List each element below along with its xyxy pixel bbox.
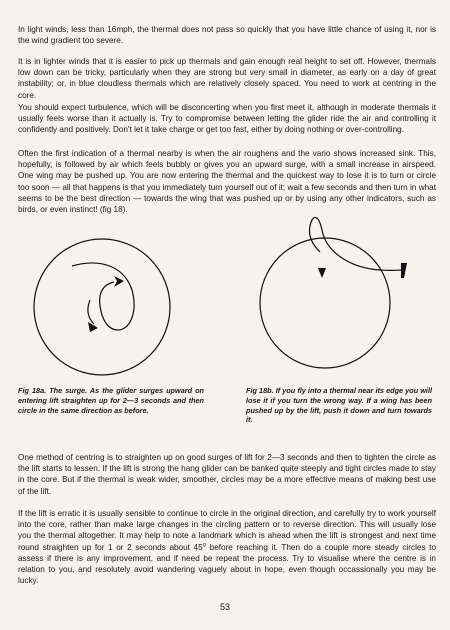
fig18a-caption: Fig 18a. The surge. As the glider surges upward on entering lift straighten up for 2—3 seconds and then circle in the same direction as before. [18,386,204,415]
paragraph-first-indication: Often the first indication of a thermal nearby is when the air roughens and the vario shows increased sink. This, hopefully, is followed by air which feels bubbly or gives you an upward surge, with a small increase in airspeed. One wing may be pushed up. You are now entering the thermal and the quickest way to lose it is to turn or circle too soon — all that happens is that you immediately turn yourself out of it; wait a few seconds and then turn in what seems to be the best direction — towards the wing that was pushed up or by using any other indicators, such as birds, or even instinct! (fig 18). [18,149,436,215]
erratic-lift-text: If the lift is erratic it is usually sensible to continue to circle in the original direction, and carefully try to work yourself into the core, rather than make large changes in the circling pattern or to reverse direction. This will usually lose you the thermal altogether. It may help to note a landmark which is ahead when the lift is strongest and next time round straighten up for 1 or 2 seconds about 45 [18,509,436,552]
fig18a-thermal-circle [34,239,170,375]
paragraph-erratic-lift [18,508,436,586]
fig18b-arrow-head [318,268,326,278]
paragraph-lighter-winds: It is in lighter winds that it is easier to pick up thermals and gain enough real height to set off. However, thermals low down can be tricky, particularly when they are strong but very small in diameter, as early on a day of great instability; or, in blue cloudless thermals which are relatively closely spaced. You need to work at centring in the core. [18,57,436,100]
paragraph-centring-method: One method of centring is to straighten up on good surges of lift for 2—3 seconds and then to tighten the circle as the lift starts to lessen. If the lift is strong the hang glider can be banked quite steeply and tight circles made to stay in the core. But if the thermal is weak wider, smoother, circles may be a more effective means of making best use of the lift. [18,453,436,496]
fig18b-caption: Fig 18b. If you fly into a thermal near its edge you will lose it if you turn the wrong way. If a wing has been pushed up by the lift, push it down and turn towards it. [246,386,432,425]
fig18a-flight-path [72,263,134,330]
page-number: 53 [219,602,230,612]
fig18b-thermal-circle [260,238,390,368]
fig18a-arrow-head [114,276,124,287]
paragraph-light-winds: In light winds, less than 16mph, the thermal does not pass so quickly that you have little chance of using it, nor is the wind gradient too severe. [18,25,436,46]
fig18b-flight-path [309,218,404,271]
erratic-lift-text-cont: before reaching it. Then do a couple more steady circles to assess if there is any improvement, and if need be repeat the process. Try to visualise where the centre is in relation to you, and resolutely avoid wandering vaguely about in hope, even though occassionally you may be lucky. [18,542,436,586]
fig18b-glider-icon [401,263,407,278]
paragraph-turbulence: You should expect turbulence, which will be disconcerting when you first meet it, although in moderate thermals it usually feels worse than it actually is. Try to compromise between letting the glider ride the air and controlling it confidently and positively. Don't let it take charge or get too fast, either by doing nothing or over-controlling. [18,103,436,135]
degree-superscript: o [202,541,207,548]
fig18a-entry-path [88,300,94,324]
